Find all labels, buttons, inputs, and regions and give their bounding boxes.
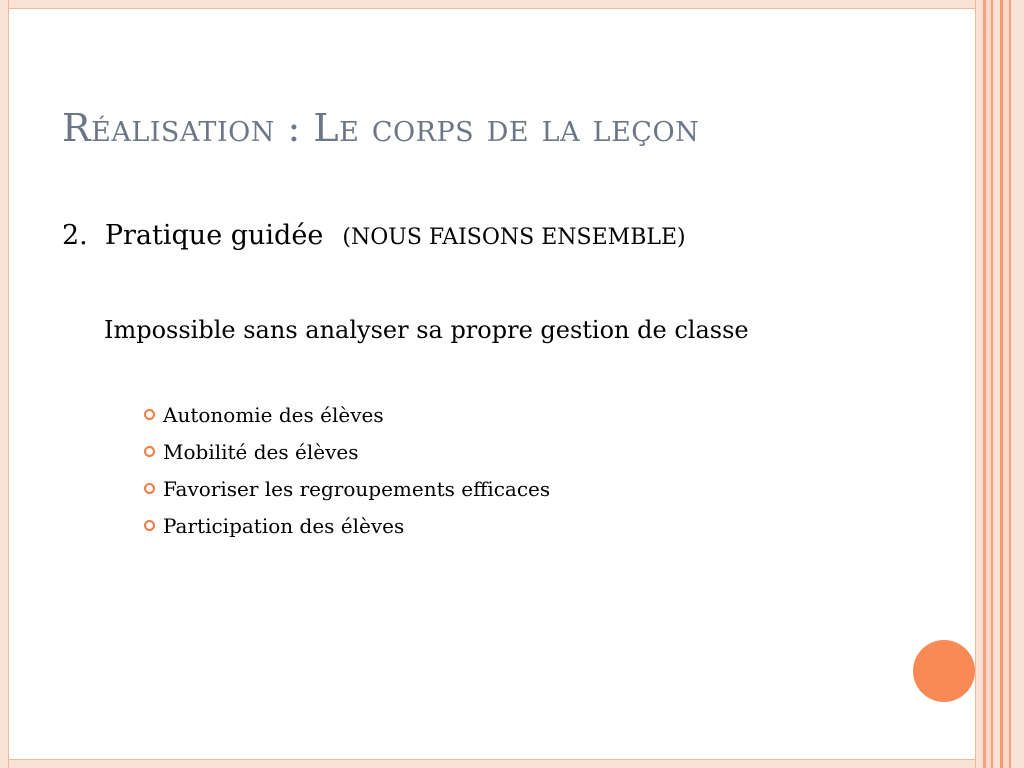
bullet-circle-icon <box>144 409 155 420</box>
list-item <box>144 474 550 511</box>
list-item-label: Mobilité des élèves <box>163 440 359 464</box>
frame-bottom-border <box>9 760 975 768</box>
slide-title: Réalisation : Le corps de la leçon <box>62 106 700 150</box>
section-note: (NOUS FAISONS ENSEMBLE) <box>342 225 686 250</box>
list-item <box>144 511 550 548</box>
frame-left-line <box>8 0 9 768</box>
list-item-label: Autonomie des élèves <box>163 403 384 427</box>
bullet-circle-icon <box>144 446 155 457</box>
frame-top-line <box>9 8 975 9</box>
section-heading <box>62 220 686 251</box>
list-item-label: Favoriser les regroupements efficaces <box>163 477 551 501</box>
bullet-list <box>144 400 550 548</box>
right-band-stripe <box>976 0 983 768</box>
bullet-circle-icon <box>144 520 155 531</box>
list-item <box>144 437 550 474</box>
right-band-stripe <box>993 0 1000 768</box>
list-item <box>144 400 550 437</box>
frame-left-border <box>0 0 8 768</box>
decorative-circle-icon <box>913 640 975 702</box>
list-item-label: Participation des élèves <box>163 514 405 538</box>
section-number: 2. <box>62 220 88 251</box>
intro-text: Impossible sans analyser sa propre gestion de classe <box>104 316 749 344</box>
section-title: Pratique guidée <box>104 220 324 251</box>
frame-top-border <box>9 0 975 8</box>
right-band-stripe <box>1011 0 1024 768</box>
bullet-circle-icon <box>144 483 155 494</box>
frame-bottom-line <box>9 759 975 760</box>
